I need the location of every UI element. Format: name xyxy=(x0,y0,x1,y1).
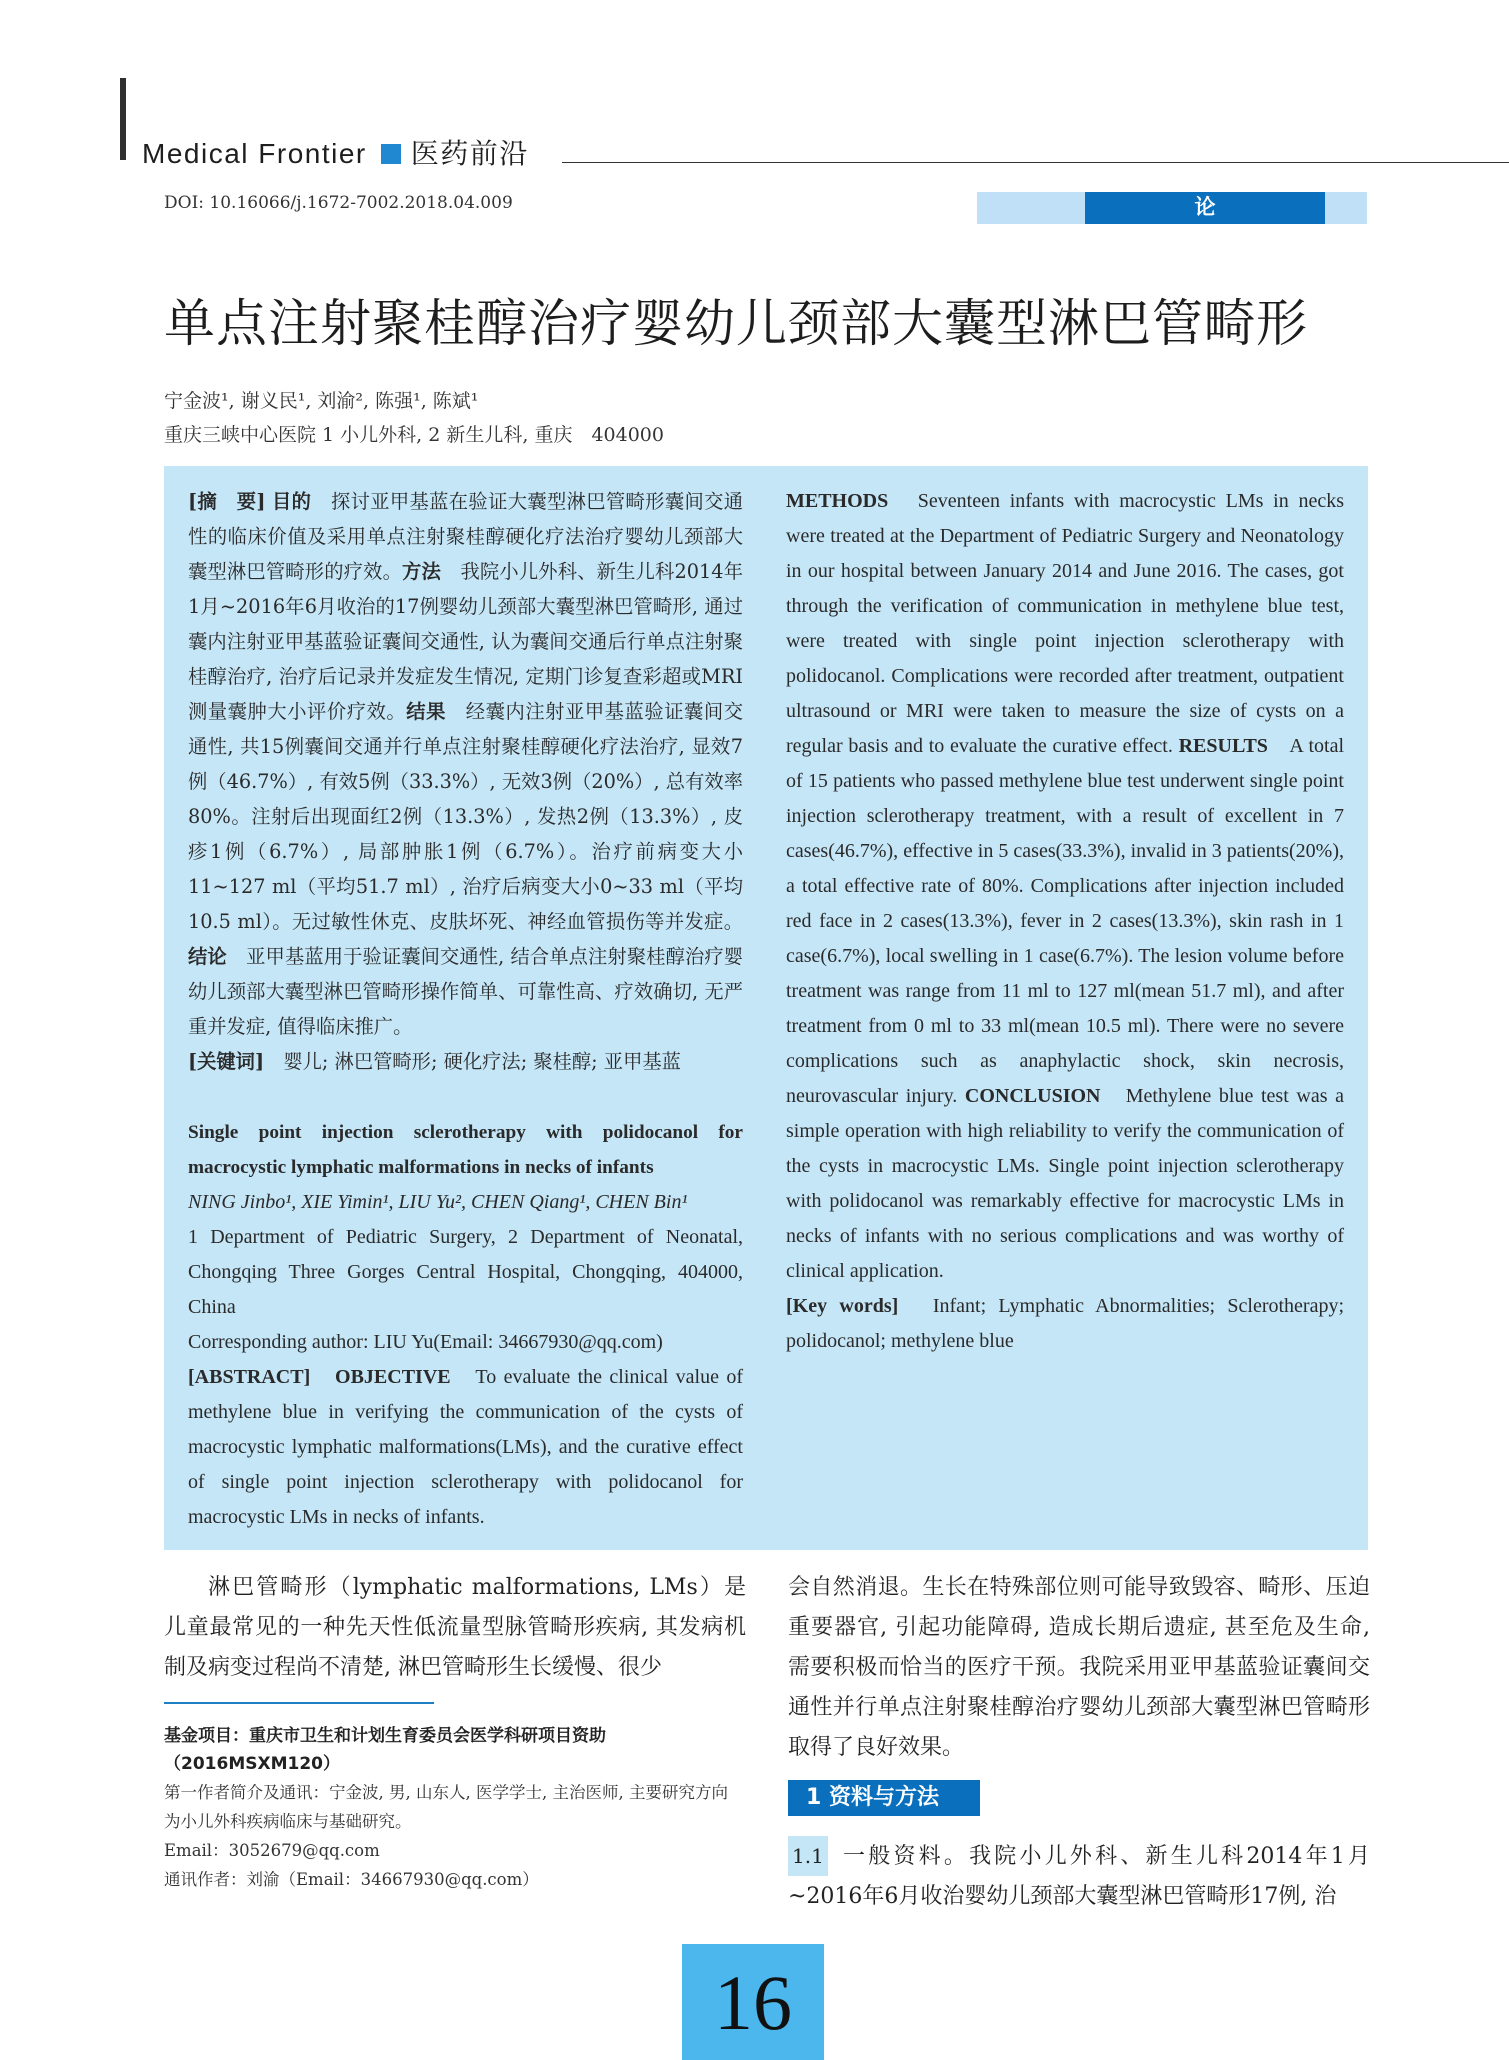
affiliation: 重庆三峡中心医院 1 小儿外科, 2 新生儿科, 重庆 404000 xyxy=(164,424,664,446)
keywords-en-label: [Key words] xyxy=(786,1295,899,1317)
journal-header xyxy=(142,132,529,172)
body-right-column xyxy=(788,1568,1370,1768)
square-icon xyxy=(381,144,401,164)
results-label: RESULTS xyxy=(1178,735,1268,757)
conclusion-text: 亚甲基蓝用于验证囊间交通性, 结合单点注射聚桂醇治疗婴幼儿颈部大囊型淋巴管畸形操作简单、可靠性高、疗效确切, 无严重并发症, 值得临床推广。 xyxy=(188,945,744,1038)
header-accent-bar xyxy=(120,78,126,160)
authors: 宁金波¹, 谢义民¹, 刘渝², 陈强¹, 陈斌¹ xyxy=(164,390,479,412)
abstract-left-column xyxy=(188,484,743,1535)
keywords-cn xyxy=(188,1044,743,1079)
methods-label: METHODS xyxy=(786,490,889,512)
abstract-en-body xyxy=(786,484,1344,1289)
conclusion-en-text: Methylene blue test was a simple operation with high reliability to verify the communication of the cysts in macrocystic LMs. Single point injection sclerotherapy with polidocanol was remarkably effective for macrocystic LMs in necks of infants with no serious complications and was worthy of clinical application. xyxy=(786,1085,1345,1282)
method-text: 我院小儿外科、新生儿科2014年1月~2016年6月收治的17例婴幼儿颈部大囊型淋巴管畸形, 通过囊内注射亚甲基蓝验证囊间交通性, 认为囊间交通后行单点注射聚桂醇治疗, 治疗后记录并发症发生情况, 定期门诊复查彩超或MRI测量囊肿大小评价疗效。 xyxy=(188,560,744,723)
doi: DOI: 10.16066/j.1672-7002.2018.04.009 xyxy=(164,193,513,213)
subsection-text: 一般资料。我院小儿外科、新生儿科2014年1月~2016年6月收治婴幼儿颈部大囊型淋巴管畸形17例, 治 xyxy=(788,1844,1370,1909)
keywords-text: 婴儿; 淋巴管畸形; 硬化疗法; 聚桂醇; 亚甲基蓝 xyxy=(283,1050,681,1073)
author-email: Email：3052679@qq.com xyxy=(164,1841,380,1860)
subsection-paragraph xyxy=(788,1836,1370,1917)
conclusion-en-label: CONCLUSION xyxy=(964,1085,1101,1107)
methods-text: Seventeen infants with macrocystic LMs in necks were treated at the Department of Pediatric Surgery and Neonatology in our hospital between January 2014 and June 2016. The cases, got through the verification of communication in methylene blue test, were treated with single point injection sclerotherapy with polidocanol. Complications were recorded after treatment, outpatient ultrasound or MRI were taken to measure the size of cysts on a regular basis and to evaluate the curative effect. xyxy=(786,490,1344,757)
footnote-rule xyxy=(164,1702,434,1704)
english-affiliation: 1 Department of Pediatric Surgery, 2 Department of Neonatal, Chongqing Three Gorges Central Hospital, Chongqing, 404000, China xyxy=(188,1226,743,1318)
body-left-column xyxy=(164,1568,746,1688)
results-text: A total of 15 patients who passed methylene blue test underwent single point injection sclerotherapy treatment, with a result of excellent in 7 cases(46.7%), effective in 5 cases(33.3%), invalid in 3 patients(20%), a total effective rate of 80%. Complications after injection included red face in 2 cases(13.3%), fever in 2 cases(13.3%), skin rash in 1 case(6.7%), local swelling in 1 case(6.7%). The lesion volume before treatment was range from 11 ml to 127 ml(mean 51.7 ml), and after treatment from 0 ml to 33 ml(mean 10.5 ml). There were no severe complications such as anaphylactic shock, skin necrosis, neurovascular injury. xyxy=(786,735,1345,1107)
keywords-label: [关键词] xyxy=(188,1050,265,1073)
footnote xyxy=(164,1722,744,1894)
section-label: 论 著 xyxy=(1085,192,1325,224)
objective-text: To evaluate the clinical value of methylene blue in verifying the communication of the cysts of macrocystic lymphatic malformations(LMs), and the curative effect of single point injection sclerotherapy with polidocanol for macrocystic LMs in necks of infants. xyxy=(188,1366,744,1528)
result-label: 结果 xyxy=(406,700,446,723)
abstract-cn xyxy=(188,484,743,1044)
page-number: 16 xyxy=(682,1944,824,2060)
intro-paragraph: 淋巴管畸形（lymphatic malformations, LMs）是儿童最常见的一种先天性低流量型脉管畸形疾病, 其发病机制及病变过程尚不清楚, 淋巴管畸形生长缓慢、很少 xyxy=(164,1575,746,1680)
corresponding-author: Corresponding author: LIU Yu(Email: 34667930@qq.com) xyxy=(188,1331,663,1353)
english-authors: NING Jinbo¹, XIE Yimin¹, LIU Yu², CHEN Qiang¹, CHEN Bin¹ xyxy=(188,1191,688,1213)
objective-label: OBJECTIVE xyxy=(335,1366,451,1388)
purpose-text: 探讨亚甲基蓝在验证大囊型淋巴管畸形囊间交通性的临床价值及采用单点注射聚桂醇硬化疗法治疗婴幼儿颈部大囊型淋巴管畸形的疗效。 xyxy=(188,490,744,583)
corresponding-info: 通讯作者：刘渝（Email：34667930@qq.com） xyxy=(164,1870,539,1889)
abstract-en-label: [ABSTRACT] xyxy=(188,1366,311,1388)
section-tag xyxy=(977,192,1367,251)
subsection-number: 1.1 xyxy=(788,1836,828,1876)
english-title: Single point injection sclerotherapy with polidocanol for macrocystic lymphatic malformations in necks of infants xyxy=(188,1122,743,1178)
abstract-label: [摘 要] xyxy=(188,490,266,513)
keywords-en-text: Infant; Lymphatic Abnormalities; Sclerotherapy; polidocanol; methylene blue xyxy=(786,1295,1345,1352)
intro-paragraph-cont: 会自然消退。生长在特殊部位则可能导致毁容、畸形、压迫重要器官, 引起功能障碍, 造成长期后遗症, 甚至危及生命, 需要积极而恰当的医疗干预。我院采用亚甲基蓝验证囊间交通性并行单点注射聚桂醇治疗婴幼儿颈部大囊型淋巴管畸形取得了良好效果。 xyxy=(788,1575,1370,1760)
header-rule xyxy=(562,162,1509,163)
journal-name-en: Medical Frontier xyxy=(142,138,367,169)
fund-info: 基金项目：重庆市卫生和计划生育委员会医学科研项目资助（2016MSXM120） xyxy=(164,1726,606,1774)
abstract-right-column xyxy=(786,484,1344,1359)
conclusion-label: 结论 xyxy=(188,945,227,968)
article-title: 单点注射聚桂醇治疗婴幼儿颈部大囊型淋巴管畸形 xyxy=(164,295,1309,354)
section-heading: 1 资料与方法 xyxy=(788,1780,980,1816)
result-text: 经囊内注射亚甲基蓝验证囊间交通性, 共15例囊间交通并行单点注射聚桂醇硬化疗法治疗, 显效7例（46.7%）, 有效5例（33.3%）, 无效3例（20%）, 总有效率80%。注射后出现面红2例（13.3%）, 发热2例（13.3%）, 皮疹1例（6.7%）, 局部肿胀1例（6.7%）。治疗前病变大小11~127 ml（平均51.7 ml）, 治疗后病变大小0~33 ml（平均10.5 ml）。无过敏性休克、皮肤坏死、神经血管损伤等并发症。 xyxy=(188,700,744,933)
subsection xyxy=(788,1836,1370,1917)
method-label: 方法 xyxy=(402,560,441,583)
purpose-label: 目的 xyxy=(272,490,312,513)
journal-name-cn: 医药前沿 xyxy=(410,138,529,169)
first-author-info: 第一作者简介及通讯：宁金波, 男, 山东人, 医学学士, 主治医师, 主要研究方向为小儿外科疾病临床与基础研究。 xyxy=(164,1783,728,1831)
abstract-en-objective xyxy=(188,1360,743,1535)
keywords-en xyxy=(786,1289,1344,1359)
